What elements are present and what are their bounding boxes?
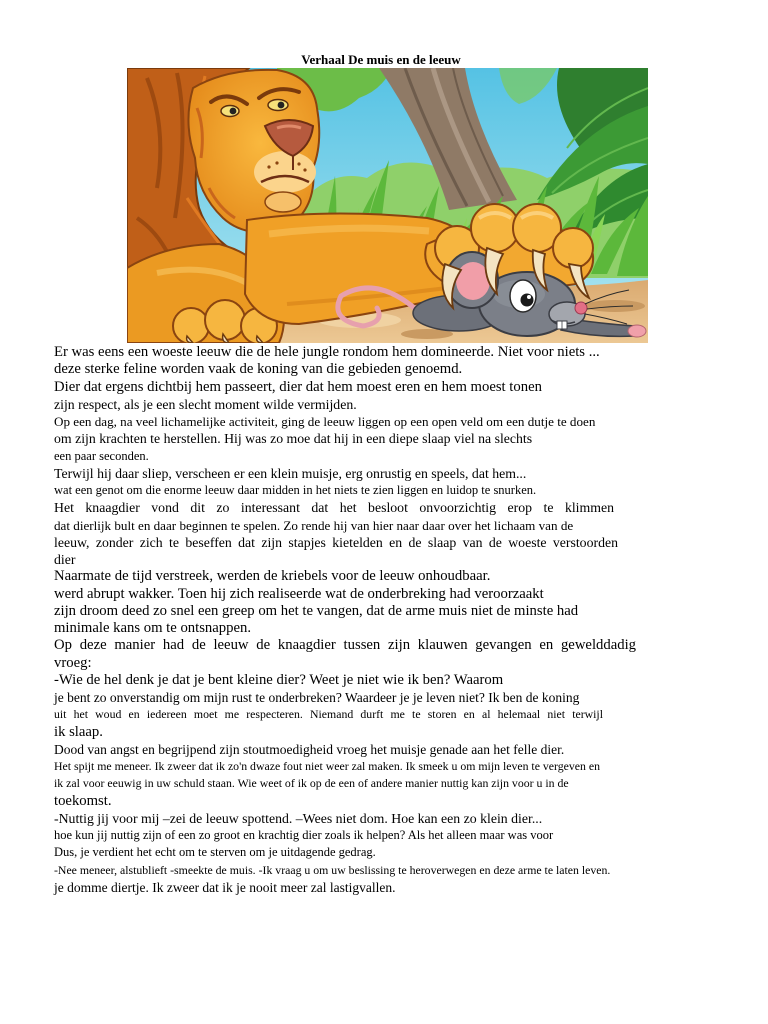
text-line: Terwijl hij daar sliep, verscheen er een klein muisje, erg onrustig en speels, dat hem... <box>54 465 527 481</box>
text-line: werd abrupt wakker. Toen hij zich realiseerde wat de onderbreking had veroorzaakt <box>54 585 544 602</box>
text-line: Het knaagdier vond dit zo interessant dat het besloot onvoorzichtig erop te klimmen <box>54 500 614 516</box>
text-line: Dier dat ergens dichtbij hem passeert, dier dat hem moest eren en hem moest tonen <box>54 378 542 395</box>
text-line: vroeg: <box>54 654 92 671</box>
text-line: je domme diertje. Ik zweer dat ik je nooit meer zal lastigvallen. <box>54 879 396 895</box>
text-line: zijn respect, als je een slecht moment wilde vermijden. <box>54 396 357 412</box>
text-line: Er was eens een woeste leeuw die de hele jungle rondom hem domineerde. Niet voor niets ... <box>54 344 600 360</box>
text-line: hoe kun jij nuttig zijn of een zo groot en krachtig dier zoals ik helpen? Als het alleen maar was voor <box>54 828 554 842</box>
lion-and-mouse-illustration <box>127 68 648 343</box>
text-line: -Wie de hel denk je dat je bent kleine dier? Weet je niet wie ik ben? Waarom <box>54 671 504 688</box>
text-line: leeuw, zonder zich te beseffen dat zijn stapjes kietelden en de slaap van de woeste verstoorden <box>54 534 618 550</box>
text-line: wat een genot om die enorme leeuw daar midden in het niets te zien liggen en luidop te snurken. <box>54 483 537 497</box>
story-text <box>54 344 654 896</box>
text-line: dat dierlijk bult en daar beginnen te spelen. Zo rende hij van hier naar daar over het lichaam van de <box>54 517 574 533</box>
text-line: Op deze manier had de leeuw de knaagdier tussen zijn klauwen gevangen en gewelddadig <box>54 637 636 654</box>
text-line: Naarmate de tijd verstreek, werden de kriebels voor de leeuw onhoudbaar. <box>54 568 491 585</box>
text-line: toekomst. <box>54 792 112 809</box>
text-line: zijn droom deed zo snel een greep om het te vangen, dat de arme muis niet de minste had <box>54 602 579 619</box>
text-line: ik slaap. <box>54 723 103 740</box>
text-line: om zijn krachten te herstellen. Hij was zo moe dat hij in een diepe slaap viel na slechts <box>54 431 533 447</box>
text-line: -Nee meneer, alstublieft -smeekte de muis. -Ik vraag u om uw beslissing te heroverwegen en deze arme te laten leven. <box>54 862 611 877</box>
text-line: dier <box>54 552 76 567</box>
text-line: Dood van angst en begrijpend zijn stoutmoedigheid vroeg het muisje genade aan het felle dier. <box>54 741 565 757</box>
text-line: uit het woud en iedereen moet me respecteren. Niemand durft me te storen en al helemaal niet terwijl <box>54 707 603 722</box>
text-line: deze sterke feline worden vaak de koning van die gebieden genoemd. <box>54 361 463 378</box>
text-line: minimale kans om te ontsnappen. <box>54 620 252 636</box>
text-line: ik zal voor eeuwig in uw schuld staan. Wie weet of ik op de een of andere manier nuttig kan zijn voor u in de <box>54 776 569 791</box>
text-line: een paar seconden. <box>54 448 149 463</box>
illustration-canvas <box>127 68 648 343</box>
mouse-hand <box>628 325 646 337</box>
text-line: je bent zo onverstandig om mijn rust te onderbreken? Waardeer je je leven niet? Ik ben de koning <box>54 690 580 705</box>
document-title: Verhaal De muis en de leeuw <box>301 52 461 67</box>
text-line: Het spijt me meneer. Ik zweer dat ik zo'n dwaze fout niet weer zal maken. Ik smeek u om mijn leven te vergeven en <box>54 759 600 773</box>
text-line: -Nuttig jij voor mij –zei de leeuw spottend. –Wees niet dom. Hoe kan een zo klein dier... <box>54 810 543 826</box>
text-line: Dus, je verdient het echt om te sterven om je uitdagende gedrag. <box>54 845 376 860</box>
text-line: Op een dag, na veel lichamelijke activiteit, ging de leeuw liggen op een open veld om een dutje te doen <box>54 414 596 429</box>
